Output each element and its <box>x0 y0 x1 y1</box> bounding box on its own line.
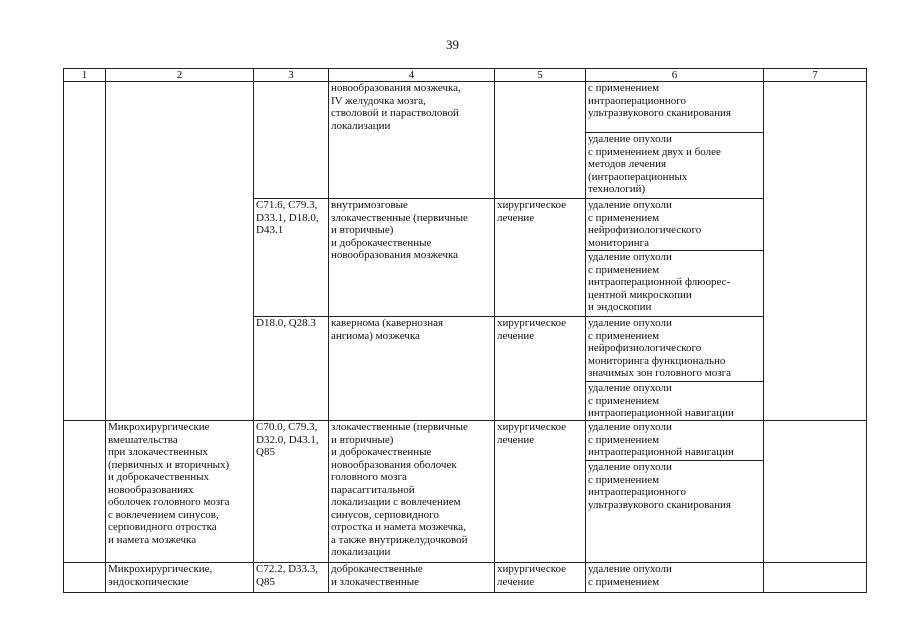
icd-code-cell: C71.6, C79.3, D33.1, D18.0, D43.1 <box>254 199 329 317</box>
patient-model-cell: злокачественные (первичные и вторичные) и доброкачественные новообразования оболочек головного мозга парасаггитальной локализации с вовлечением синусов, серповидного отростка и намета мозжечка, а также внутрижелудочковой локализации <box>329 421 495 563</box>
table-row <box>64 82 867 133</box>
icd-code-cell: C72.2, D33.3, Q85 <box>254 563 329 593</box>
notes-cell <box>764 421 867 563</box>
treatment-type-cell: Микрохирургические, эндоскопические <box>106 563 254 593</box>
method-description-cell: удаление опухоли с применением интраоперационной флюорес- центной микроскопии и эндоскопии <box>586 251 764 317</box>
column-number-row <box>64 69 867 82</box>
treatment-type-cell <box>106 82 254 421</box>
icd-code-cell: C70.0, C79.3, D32.0, D43.1, Q85 <box>254 421 329 563</box>
method-description-cell: удаление опухоли с применением нейрофизиологического мониторинга <box>586 199 764 251</box>
medical-procedures-table <box>63 68 867 593</box>
icd-code-cell: D18.0, Q28.3 <box>254 317 329 421</box>
table-row <box>64 563 867 593</box>
method-description-cell: удаление опухоли с применением <box>586 563 764 593</box>
treatment-method-cell: хирургическое лечение <box>495 317 586 421</box>
page-number: 39 <box>446 37 459 52</box>
treatment-method-cell: хирургическое лечение <box>495 563 586 593</box>
method-description-cell: удаление опухоли с применением двух и более методов лечения (интраоперационных технологий) <box>586 133 764 199</box>
patient-model-cell: внутримозговые злокачественные (первичные и вторичные) и доброкачественные новообразования мозжечка <box>329 199 495 317</box>
treatment-method-cell <box>495 82 586 199</box>
column-number: 3 <box>254 69 329 82</box>
patient-model-cell: доброкачественные и злокачественные <box>329 563 495 593</box>
method-description-cell: с применением интраоперационного ультразвукового сканирования <box>586 82 764 133</box>
column-number: 2 <box>106 69 254 82</box>
method-description-cell: удаление опухоли с применением интраоперационной навигации <box>586 382 764 421</box>
patient-model-cell: кавернома (кавернозная ангиома) мозжечка <box>329 317 495 421</box>
column-number: 5 <box>495 69 586 82</box>
row-number-cell <box>64 563 106 593</box>
row-number-cell <box>64 82 106 421</box>
method-description-cell: удаление опухоли с применением нейрофизиологического мониторинга функционально значимых зон головного мозга <box>586 317 764 382</box>
notes-cell <box>764 82 867 421</box>
treatment-method-cell: хирургическое лечение <box>495 199 586 317</box>
column-number: 4 <box>329 69 495 82</box>
row-number-cell <box>64 421 106 563</box>
method-description-cell: удаление опухоли с применением интраоперационного ультразвукового сканирования <box>586 461 764 563</box>
table-row <box>64 421 867 461</box>
treatment-method-cell: хирургическое лечение <box>495 421 586 563</box>
notes-cell <box>764 563 867 593</box>
patient-model-cell: новообразования мозжечка, IV желудочка мозга, стволовой и парастволовой локализации <box>329 82 495 199</box>
column-number: 6 <box>586 69 764 82</box>
treatment-type-cell: Микрохирургические вмешательства при злокачественных (первичных и вторичных) и доброкачественных новообразованиях оболочек головного мозга с вовлечением синусов, серповидного отростка и намета мозжечка <box>106 421 254 563</box>
method-description-cell: удаление опухоли с применением интраоперационной навигации <box>586 421 764 461</box>
column-number: 1 <box>64 69 106 82</box>
column-number: 7 <box>764 69 867 82</box>
icd-code-cell <box>254 82 329 199</box>
